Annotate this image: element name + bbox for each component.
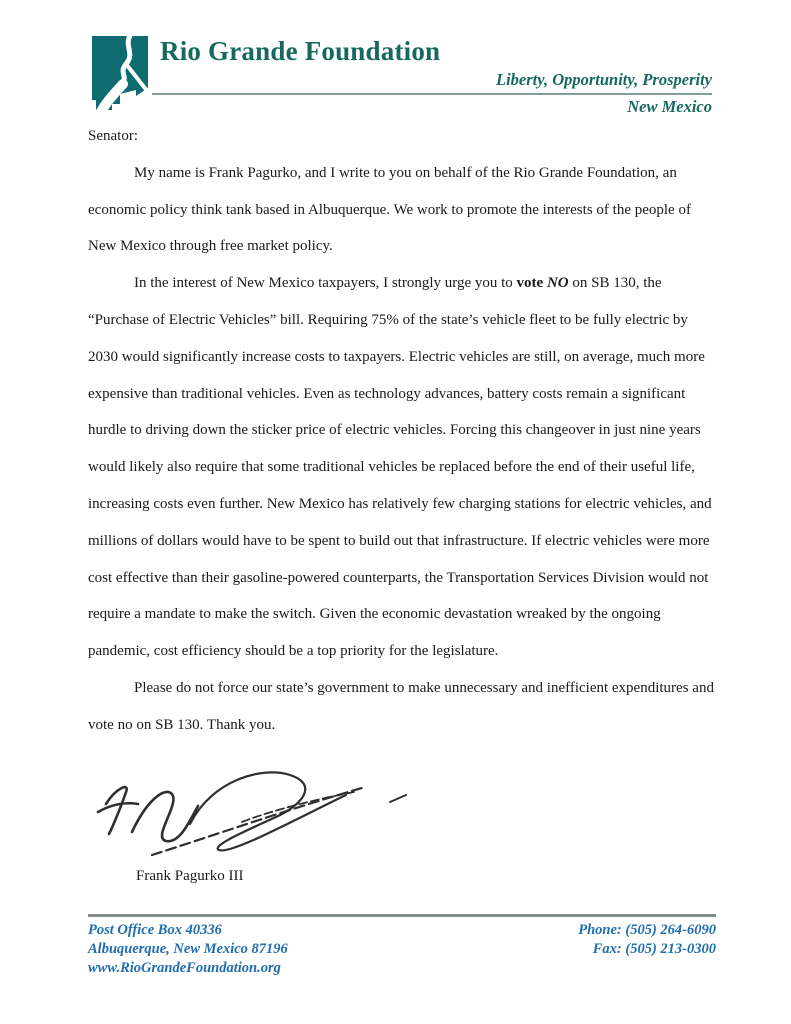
org-name: Rio Grande Foundation (160, 36, 441, 66)
salutation: Senator: (88, 128, 138, 144)
rio-grande-foundation-logo-icon (90, 34, 150, 112)
footer-address-line: Post Office Box 40336 (88, 922, 222, 938)
tagline-block (152, 70, 712, 117)
footer-address-line: Albuquerque, New Mexico 87196 (88, 941, 288, 957)
handwritten-signature (92, 762, 422, 857)
footer-divider (88, 914, 716, 917)
letter-body (88, 118, 716, 744)
tagline-region: New Mexico (627, 97, 712, 116)
tagline: Liberty, Opportunity, Prosperity (152, 70, 712, 95)
footer-phone: Phone: (505) 264-6090 (578, 922, 716, 938)
letter-paragraph: In the interest of New Mexico taxpayers, I strongly urge you to vote NO on SB 130, the “Purchase of Electric Vehicles” bill. Requiring 75% of the state’s vehicle fleet to be fully electric by 2030 would significantly increase costs to taxpayers. Electric vehicles are still, on average, much more expensive than traditional vehicles. Even as technology advances, battery costs remain a significant hurdle to driving down the sticker price of electric vehicles. Forcing this changeover in just nine years would likely also require that some traditional vehicles be replaced before the end of their useful life, increasing costs even further. New Mexico has relatively few charging stations for electric vehicles, and millions of dollars would have to be spent to build out that infrastructure. If electric vehicles were more cost effective than their gasoline-powered counterparts, the Transportation Services Division would not require a mandate to make the switch. Given the economic devastation wreaked by the ongoing pandemic, cost efficiency should be a top priority for the legislature. (88, 275, 712, 660)
letterhead (90, 34, 712, 114)
footer-contact-block (578, 921, 716, 959)
letter-paragraph: Please do not force our state’s government to make unnecessary and inefficient expenditures and vote no on SB 130. Thank you. (88, 679, 714, 733)
footer (88, 914, 716, 978)
footer-fax: Fax: (505) 213-0300 (592, 941, 716, 957)
letter-paragraph: My name is Frank Pagurko, and I write to you on behalf of the Rio Grande Foundation, an economic policy think tank based in Albuquerque. We work to promote the interests of the people of New Mexico through free market policy. (88, 164, 691, 255)
signer-name: Frank Pagurko III (136, 868, 244, 884)
footer-website: www.RioGrandeFoundation.org (88, 960, 281, 976)
footer-address-block (88, 921, 288, 978)
